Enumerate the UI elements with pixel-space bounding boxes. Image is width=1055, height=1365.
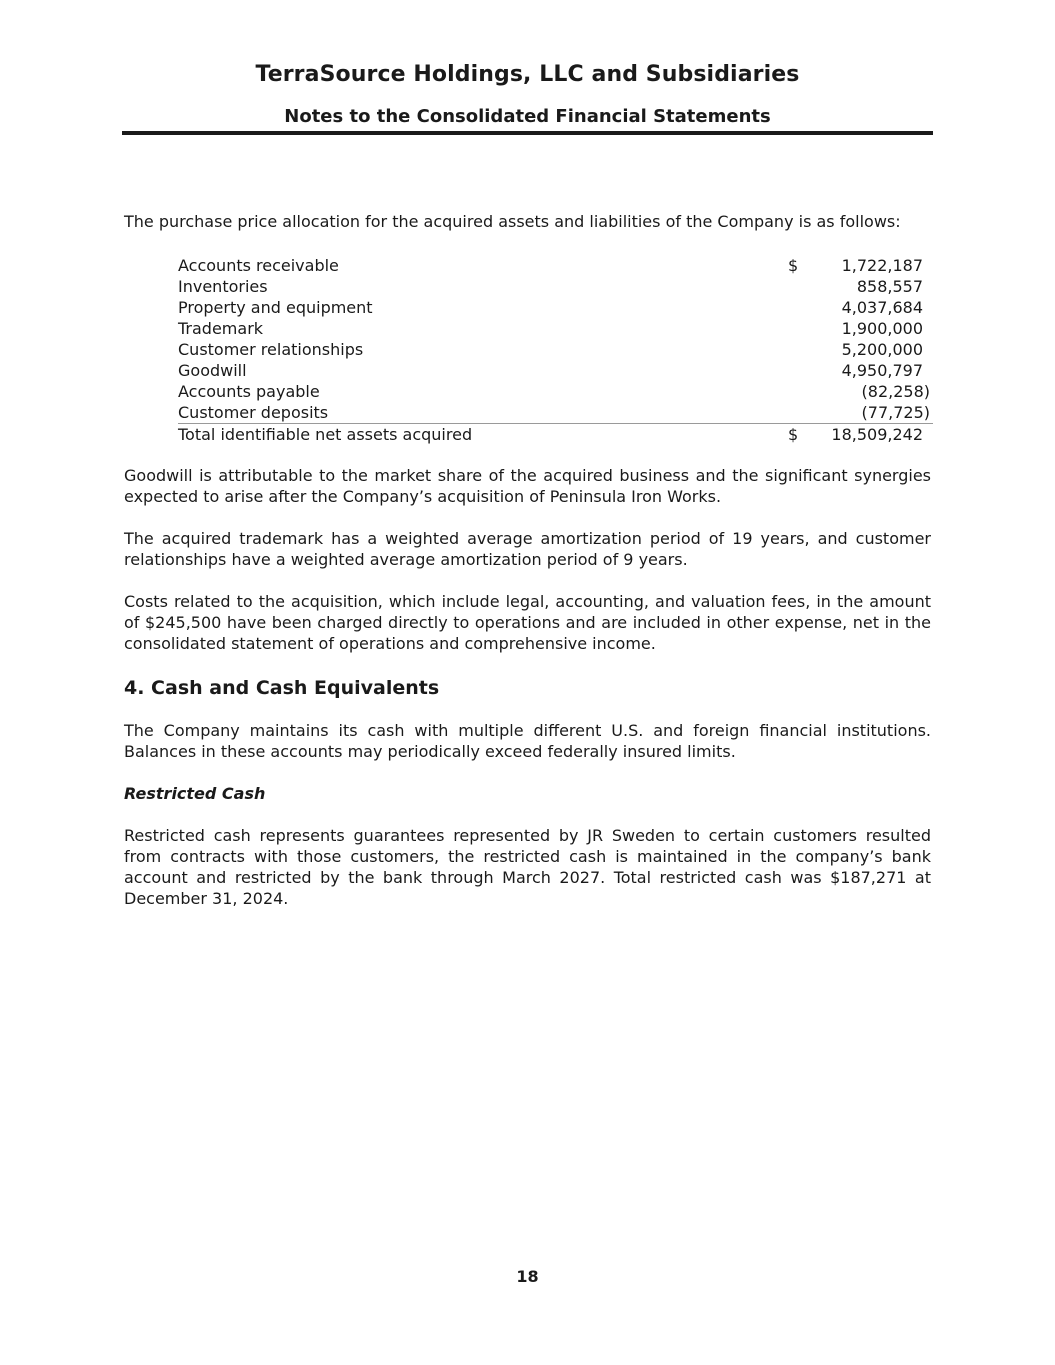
allocation-row [178, 381, 933, 402]
cash-paragraph: The Company maintains its cash with multiple different U.S. and foreign financial institutions. Balances in these accounts may periodically exceed federally insured limits. [124, 721, 931, 761]
allocation-total-row [178, 423, 933, 445]
allocation-label: Inventories [178, 277, 268, 296]
purchase-price-allocation-table [178, 255, 933, 445]
allocation-amount: (82,258) [861, 382, 930, 401]
allocation-label: Accounts receivable [178, 256, 339, 275]
allocation-amount: 4,037,684 [841, 298, 923, 317]
allocation-label: Customer deposits [178, 403, 329, 422]
allocation-label: Customer relationships [178, 340, 364, 359]
page-number: 18 [516, 1267, 539, 1286]
allocation-row [178, 318, 933, 339]
allocation-row [178, 276, 933, 297]
acquisition-costs-paragraph: Costs related to the acquisition, which include legal, accounting, and valuation fees, in the amount of $245,500 have been charged directly to operations and are included in other expense, net in the consolidated statement of operations and comprehensive income. [124, 592, 931, 653]
allocation-row [178, 402, 933, 423]
allocation-row [178, 339, 933, 360]
allocation-label: Trademark [178, 319, 264, 338]
document-title: TerraSource Holdings, LLC and Subsidiaries [255, 62, 800, 87]
allocation-amount: (77,725) [861, 403, 930, 422]
allocation-total-label: Total identifiable net assets acquired [178, 425, 473, 444]
allocation-row [178, 360, 933, 381]
allocation-label: Property and equipment [178, 298, 373, 317]
document-subtitle: Notes to the Consolidated Financial Statements [284, 106, 771, 127]
allocation-amount: 1,900,000 [841, 319, 923, 338]
trademark-paragraph: The acquired trademark has a weighted average amortization period of 19 years, and customer relationships have a weighted average amortization period of 9 years. [124, 529, 931, 569]
restricted-cash-subheading: Restricted Cash [124, 784, 266, 803]
section-heading: 4. Cash and Cash Equivalents [124, 677, 440, 699]
allocation-total-dollar-sign: $ [788, 425, 799, 444]
allocation-label: Accounts payable [178, 382, 320, 401]
allocation-label: Goodwill [178, 361, 247, 380]
allocation-amount: 1,722,187 [841, 256, 923, 275]
allocation-row [178, 297, 933, 318]
allocation-amount: 5,200,000 [841, 340, 923, 359]
allocation-amount: 4,950,797 [841, 361, 923, 380]
restricted-cash-paragraph: Restricted cash represents guarantees represented by JR Sweden to certain customers resulted from contracts with those customers, the restricted cash is maintained in the company’s bank account and restricted by the bank through March 2027. Total restricted cash was $187,271 at December 31, 2024. [124, 826, 931, 908]
allocation-total-amount: 18,509,242 [831, 425, 923, 444]
allocation-row [178, 255, 933, 276]
header-divider [122, 131, 933, 135]
goodwill-paragraph: Goodwill is attributable to the market share of the acquired business and the significant synergies expected to arise after the Company’s acquisition of Peninsula Iron Works. [124, 466, 931, 506]
intro-paragraph: The purchase price allocation for the acquired assets and liabilities of the Company is as follows: [124, 212, 901, 231]
allocation-amount: 858,557 [856, 277, 923, 296]
allocation-dollar-sign: $ [788, 256, 799, 275]
